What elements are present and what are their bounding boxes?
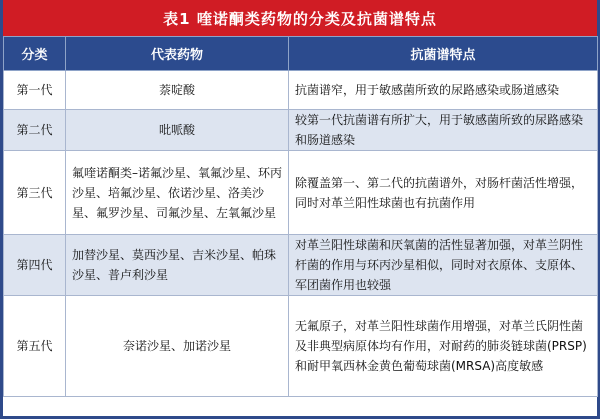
spectrum-cell: 无氟原子，对革兰阳性球菌作用增强，对革兰氏阴性菌及非典型病原体均有作用，对耐药的肺炎链球菌(PRSP)和耐甲氧西林金黄色葡萄球菌(MRSA)高度敏感 (289, 296, 598, 397)
header-drugs: 代表药物 (66, 37, 289, 71)
header-row (4, 37, 598, 71)
spectrum-cell: 抗菌谱窄，用于敏感菌所致的尿路感染或肠道感染 (289, 71, 598, 110)
table-row (4, 110, 598, 151)
drugs-cell: 加替沙星、莫西沙星、吉米沙星、帕珠沙星、普卢利沙星 (66, 235, 289, 296)
drugs-cell: 吡哌酸 (66, 110, 289, 151)
table-row (4, 71, 598, 110)
generation-cell: 第三代 (4, 151, 66, 235)
quinolone-table (3, 36, 598, 397)
header-generation: 分类 (4, 37, 66, 71)
table-row (4, 296, 598, 397)
table-row (4, 151, 598, 235)
generation-cell: 第五代 (4, 296, 66, 397)
generation-cell: 第一代 (4, 71, 66, 110)
spectrum-cell: 对革兰阳性球菌和厌氧菌的活性显著加强，对革兰阴性杆菌的作用与环丙沙星相似，同时对衣原体、支原体、军团菌作用也较强 (289, 235, 598, 296)
generation-cell: 第二代 (4, 110, 66, 151)
drugs-cell: 萘啶酸 (66, 71, 289, 110)
drugs-cell: 奈诺沙星、加诺沙星 (66, 296, 289, 397)
table-row (4, 235, 598, 296)
generation-cell: 第四代 (4, 235, 66, 296)
header-spectrum: 抗菌谱特点 (289, 37, 598, 71)
drugs-cell: 氟喹诺酮类–诺氟沙星、氧氟沙星、环丙沙星、培氟沙星、依诺沙星、洛美沙星、氟罗沙星、司氟沙星、左氧氟沙星 (66, 151, 289, 235)
table-title: 表1 喹诺酮类药物的分类及抗菌谱特点 (3, 0, 597, 36)
spectrum-cell: 较第一代抗菌谱有所扩大，用于敏感菌所致的尿路感染和肠道感染 (289, 110, 598, 151)
spectrum-cell: 除覆盖第一、第二代的抗菌谱外，对肠杆菌活性增强，同时对革兰阳性球菌也有抗菌作用 (289, 151, 598, 235)
